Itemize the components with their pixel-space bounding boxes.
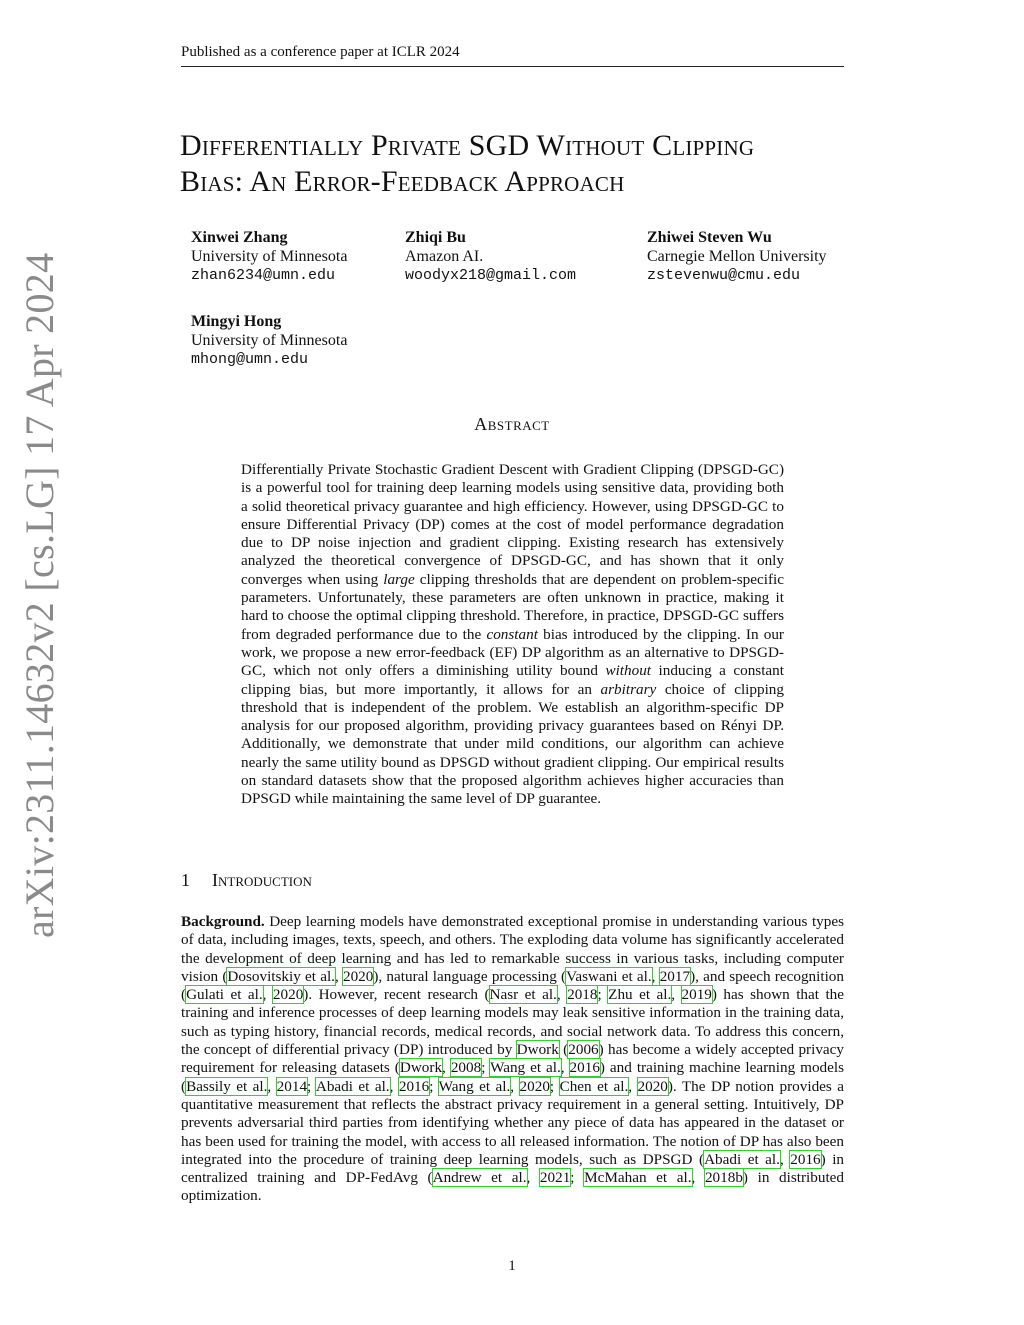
running-header: Published as a conference paper at ICLR 2024 (181, 44, 460, 60)
citation-link[interactable]: Dwork (399, 1059, 443, 1077)
intro-text: ) and training machine learning models ( (181, 1059, 845, 1095)
author-block (191, 312, 347, 369)
citation-link[interactable]: Abadi et al. (315, 1077, 390, 1095)
citation-link[interactable]: 2018b (704, 1169, 743, 1187)
intro-text: ; (481, 1059, 491, 1077)
citation-link[interactable]: 2016 (569, 1059, 600, 1077)
abstract-text: clipping thresholds that are dependent on problem-specific parameters. Unfortunately, these parameters are often unknown in practice, making it hard to choose the optimal clipping threshold. Therefore, in practice, DPSGD-GC suffers from degraded performance due to the (241, 570, 784, 643)
author-email[interactable]: zstevenwu@cmu.edu (647, 267, 801, 284)
citation-link[interactable]: Gulati et al. (186, 986, 263, 1004)
arxiv-identifier[interactable]: arXiv:2311.14632v2 [cs.LG] 17 Apr 2024 (17, 252, 62, 938)
intro-text: ) in distributed optimization. (181, 1169, 844, 1205)
citation-link[interactable]: Abadi et al. (704, 1150, 780, 1168)
section-number: 1 (181, 870, 190, 890)
citation-link[interactable]: Andrew et al. (432, 1169, 527, 1187)
citation-link[interactable]: Nasr et al. (489, 986, 557, 1004)
citation-link[interactable]: 2019 (681, 986, 712, 1004)
author-name: Xinwei Zhang (191, 229, 288, 246)
citation-link[interactable]: 2014 (276, 1077, 308, 1095)
page-number: 1 (508, 1258, 516, 1274)
citation-link[interactable]: Dosovitskiy et al. (227, 967, 335, 985)
author-name: Mingyi Hong (191, 313, 282, 330)
citation-link[interactable]: 2016 (398, 1077, 430, 1095)
citation-link[interactable]: 2017 (659, 967, 691, 985)
citation-link[interactable]: Chen et al. (559, 1077, 629, 1095)
abstract-emphasis: without (605, 662, 652, 680)
citation-link[interactable]: Wang et al. (438, 1077, 511, 1095)
section-heading (181, 870, 312, 891)
paragraph-lead: Background. (181, 913, 265, 930)
abstract-heading: Abstract (474, 414, 550, 434)
abstract-text: Differentially Private Stochastic Gradient Descent with Gradient Clipping (DPSGD-GC) is a powerful tool for training deep learning models using sensitive data, providing both a solid theoretical privacy guarantee and high efficiency. However, using DPSGD-GC to ensure Differential Privacy (DP) comes at the cost of model performance degradation due to DP noise injection and gradient clipping. Existing research has extensively analyzed the theoretical convergence of DPSGD-GC, and has shown that it only converges when using (241, 461, 784, 588)
author-email[interactable]: mhong@umn.edu (191, 351, 309, 368)
intro-text: ; (307, 1077, 316, 1095)
paper-title (180, 128, 880, 200)
citation-link[interactable]: McMahan et al. (584, 1169, 692, 1187)
author-name: Zhiqi Bu (405, 229, 466, 246)
abstract-text: bias introduced by the clipping. In our work, we propose a new error-feedback (EF) DP algorithm as an alternative to DPSGD-GC, which not only offers a diminishing utility bound (241, 625, 784, 680)
citation-link[interactable]: Zhu et al. (608, 986, 672, 1004)
intro-text: ; (570, 1169, 585, 1187)
citation-link[interactable]: Vaswani et al. (566, 967, 652, 985)
section-title: Introduction (212, 870, 312, 890)
title-line-2: Bias: An Error-Feedback Approach (180, 165, 625, 198)
citation-link[interactable]: 2020 (342, 967, 374, 985)
citation-link[interactable]: 2016 (790, 1150, 821, 1168)
citation-link[interactable]: 2020 (519, 1077, 550, 1095)
author-affiliation: Carnegie Mellon University (647, 248, 827, 265)
author-email[interactable]: woodyx218@gmail.com (405, 267, 577, 284)
intro-text: ). However, recent research ( (303, 986, 490, 1004)
intro-text: ; (549, 1077, 560, 1095)
abstract-text: inducing a constant clipping bias, but more importantly, it allows for an (241, 662, 784, 698)
abstract-emphasis: constant (486, 625, 538, 643)
intro-text: ). The DP notion provides a quantitative measurement that reflects the abstract privacy requirement in a general setting. Intuitively, DP prevents adversarial third parties from identifying whether any piece of data has appeared in the dataset or has been used for training the model, with access to all released information. The notion of DP has also been integrated into the procedure of training deep learning models, such as DPSGD ( (181, 1077, 845, 1168)
intro-text: ), and speech recognition ( (181, 967, 844, 1004)
author-affiliation: Amazon AI. (405, 248, 484, 265)
author-name: Zhiwei Steven Wu (647, 229, 772, 246)
abstract-emphasis: arbitrary (600, 680, 657, 698)
author-affiliation: University of Minnesota (191, 248, 348, 265)
author-block (647, 228, 827, 285)
citation-link[interactable]: 2020 (272, 986, 304, 1004)
intro-text: ) in centralized training and DP-FedAvg ( (181, 1150, 845, 1187)
intro-text: has become a widely accepted privacy requirement for releasing datasets ( (181, 1041, 844, 1077)
abstract-emphasis: large (383, 570, 415, 588)
author-block (191, 228, 347, 285)
intro-text: ; (597, 986, 609, 1004)
abstract-body (241, 461, 784, 809)
intro-text: Deep learning models have demonstrated exceptional promise in understanding various types of data, including images, texts, speech, and others. The exploding data volume has significantly accelerated the development of deep learning and has led to remarkable success in various tasks, including computer vision ( (181, 913, 844, 985)
intro-text: ; (429, 1077, 439, 1095)
intro-paragraph: Background. Deep learning models have demonstrated exceptional promise in understanding various types of data, including images, texts, speech, and others. The exploding data volume has significantly accelerated the development of deep learning and has led to remarkable success in various tasks, including computer vision (Dosovitskiy et al., 2020), natural language processing (Vaswani et al., 2017), and speech recognition (Gulati et al., 2020). However, recent research (Nasr et al., 2018; Zhu et al., 2019) has shown that the training and inference processes of deep learning models may leak sensitive information in the training data, such as typing history, financial records, medical records, and social network data. To address this concern, the concept of differential privacy (DP) introduced by Dwork (2006) has become a widely accepted privacy requirement for releasing datasets (Dwork, 2008; Wang et al., 2016) and training machine learning models (Bassily et al., 2014; Abadi et al., 2016; Wang et al., 2020; Chen et al., 2020). The DP notion provides a quantitative measurement that reflects the abstract privacy requirement in a general setting. Intuitively, DP prevents adversarial third parties from identifying whether any piece of data has appeared in the dataset or has been used for training the model, with access to all released information. The notion of DP has also been integrated into the procedure of training deep learning models, such as DPSGD (Abadi et al., 2016) in centralized training and DP-FedAvg (Andrew et al., 2021; McMahan et al., 2018b) in distributed optimization. (181, 913, 845, 1205)
citation-link[interactable]: 2008 (450, 1059, 482, 1077)
abstract-text: choice of clipping threshold that is independent of the problem. We establish an algorithm-specific DP analysis for our proposed algorithm, providing privacy guarantees based on Rényi DP. Additionally, we demonstrate that under mild conditions, our algorithm can achieve nearly the same utility bound as DPSGD without gradient clipping. Our empirical results on standard datasets show that the proposed algorithm achieves higher accuracies than DPSGD while maintaining the same level of DP guarantee. (241, 680, 784, 808)
citation-link[interactable]: Bassily et al. (186, 1077, 268, 1095)
header-rule (181, 66, 844, 67)
author-affiliation: University of Minnesota (191, 332, 348, 349)
citation-link[interactable]: Wang et al. (490, 1059, 561, 1077)
citation-link[interactable]: 2006 (568, 1041, 599, 1059)
citation-link[interactable]: 2020 (637, 1077, 668, 1095)
citation-link[interactable]: 2021 (539, 1169, 571, 1187)
author-block (405, 228, 576, 285)
intro-text: ) has shown that the training and inference processes of deep learning models may leak sensitive information in the training data, such as typing history, financial records, medical records, and social network data. To address this concern, the concept of differential privacy (DP) introduced by (181, 986, 844, 1059)
intro-text: ), natural language processing ( (373, 967, 567, 985)
author-email[interactable]: zhan6234@umn.edu (191, 267, 336, 284)
citation-link[interactable]: Dwork (516, 1041, 559, 1059)
citation-link[interactable]: 2018 (567, 986, 598, 1004)
title-line-1: Differentially Private SGD Without Clipping (180, 129, 755, 162)
